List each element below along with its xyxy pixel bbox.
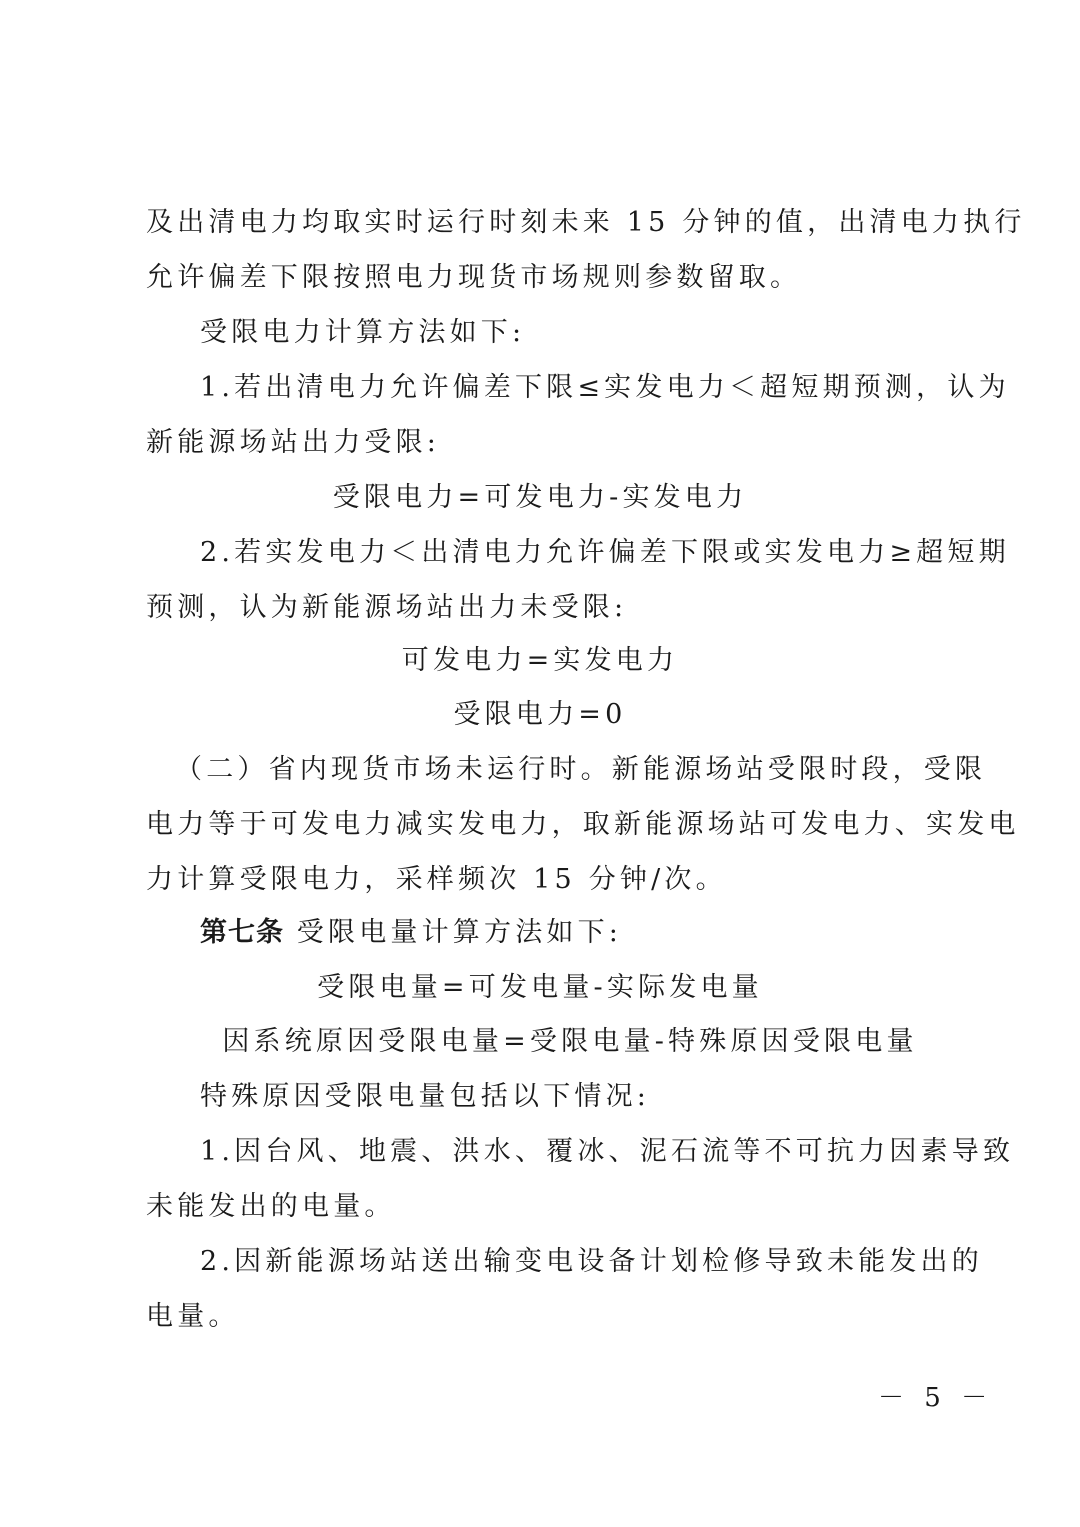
paragraph-line: （二）省内现货市场未运行时。新能源场站受限时段，受限: [175, 754, 987, 785]
article-text: 受限电量计算方法如下:: [296, 917, 623, 948]
formula-limited-power: 受限电力=可发电力-实发电力: [332, 482, 748, 513]
paragraph-line: 允许偏差下限按照电力现货市场规则参数留取。: [146, 262, 802, 293]
list-item-1-line: 未能发出的电量。: [146, 1191, 396, 1222]
paragraph-line: 电力等于可发电力减实发电力，取新能源场站可发电力、实发电: [146, 809, 1020, 840]
condition-1-line: 新能源场站出力受限:: [146, 427, 441, 458]
article-heading: 第七条: [200, 917, 284, 948]
paragraph-line: 特殊原因受限电量包括以下情况:: [200, 1081, 651, 1112]
list-item-2-line: 电量。: [146, 1301, 240, 1332]
list-item-2-line: 2.因新能源场站送出输变电设备计划检修导致未能发出的: [200, 1246, 983, 1277]
condition-2-line: 预测，认为新能源场站出力未受限:: [146, 592, 628, 623]
formula-limited-energy: 受限电量=可发电量-实际发电量: [317, 972, 763, 1003]
paragraph-line: 力计算受限电力，采样频次 15 分钟/次。: [146, 864, 727, 895]
list-item-1-line: 1.因台风、地震、洪水、覆冰、泥石流等不可抗力因素导致: [200, 1136, 1015, 1167]
article-7-line: [200, 915, 1000, 951]
condition-2-line: 2.若实发电力＜出清电力允许偏差下限或实发电力≥超短期: [200, 537, 1010, 568]
section-intro: 受限电力计算方法如下:: [200, 317, 526, 348]
condition-1-line: 1.若出清电力允许偏差下限≤实发电力＜超短期预测，认为: [200, 372, 1010, 403]
formula-limited-power-zero: 受限电力=0: [453, 699, 627, 730]
formula-system-limited-energy: 因系统原因受限电量=受限电量-特殊原因受限电量: [222, 1026, 918, 1057]
paragraph-line: 及出清电力均取实时运行时刻未来 15 分钟的值，出清电力执行: [146, 207, 1026, 238]
page-number: － 5 －: [878, 1383, 994, 1413]
formula-available-power: 可发电力=实发电力: [401, 645, 679, 676]
